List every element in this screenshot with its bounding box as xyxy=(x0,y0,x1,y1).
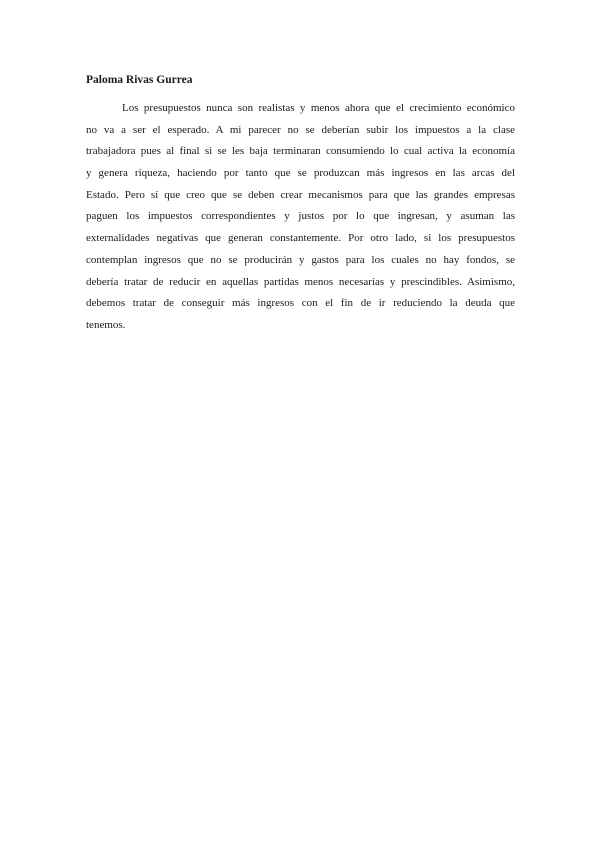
paragraph-line: no va a ser el esperado. A mi parecer no se deberían subir los impuestos a la clase xyxy=(86,123,515,136)
paragraph-line: debería tratar de reducir en aquellas partidas menos necesarias y prescindibles. Asimismo, xyxy=(86,275,515,288)
paragraph-line: debemos tratar de conseguir más ingresos con el fin de ir reduciendo la deuda que xyxy=(86,297,515,310)
paragraph-line: y genera riqueza, haciendo por tanto que se produzcan más ingresos en las arcas del xyxy=(86,167,515,180)
body-paragraph xyxy=(86,100,515,339)
paragraph-line: contemplan ingresos que no se producirán y gastos para los cuales no hay fondos, se xyxy=(86,253,515,266)
paragraph-line: tenemos. xyxy=(86,318,126,331)
paragraph-line: externalidades negativas que generan constantemente. Por otro lado, si los presupuestos xyxy=(86,232,515,245)
paragraph-line: Estado. Pero sí que creo que se deben crear mecanismos para que las grandes empresas xyxy=(86,188,515,201)
author-name: Paloma Rivas Gurrea xyxy=(86,74,193,86)
paragraph-line: Los presupuestos nunca son realistas y menos ahora que el crecimiento económico xyxy=(122,102,515,114)
paragraph-line: paguen los impuestos correspondientes y justos por lo que ingresan, y asuman las xyxy=(86,210,515,223)
paragraph-line: trabajadora pues al final si se les baja terminaran consumiendo lo cual activa la economía xyxy=(86,145,515,158)
